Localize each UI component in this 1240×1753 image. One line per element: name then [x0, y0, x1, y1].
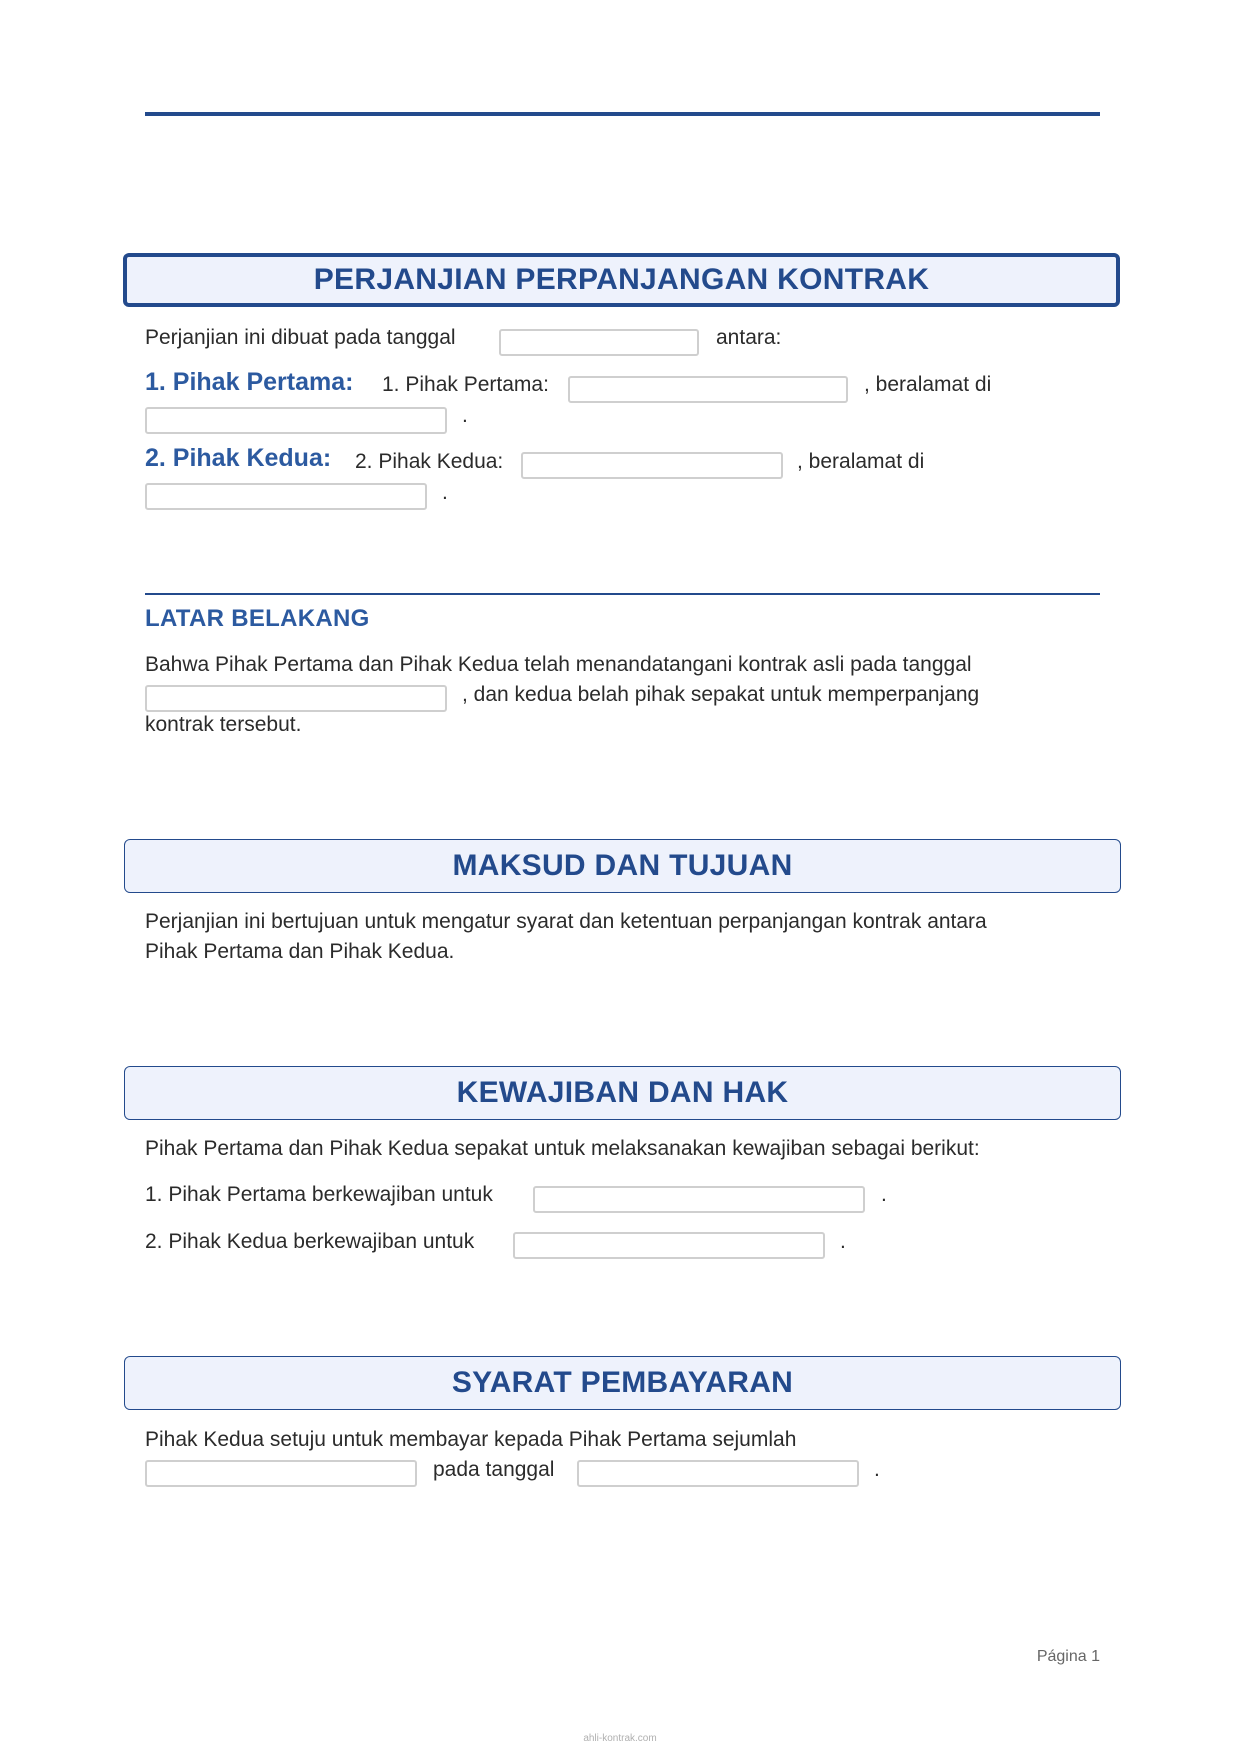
second-party-address-text: , beralamat di [797, 450, 925, 473]
first-party-address-text: , beralamat di [864, 373, 992, 396]
intro-text: Perjanjian ini dibuat pada tanggal [145, 326, 456, 349]
payment-on-date-text: pada tanggal [433, 1458, 555, 1481]
second-party-period: . [442, 481, 448, 504]
obligations-heading: KEWAJIBAN DAN HAK [456, 1076, 789, 1109]
second-party-inline-label: 2. Pihak Kedua: [355, 450, 504, 473]
second-party-address-field[interactable] [145, 483, 427, 510]
first-obligation-period: . [881, 1183, 887, 1206]
payment-heading-box [124, 1356, 1121, 1410]
second-party-heading: 2. Pihak Kedua: [145, 444, 332, 472]
first-party-inline-label: 1. Pihak Pertama: [382, 373, 549, 396]
second-party-obligation-text: 2. Pihak Kedua berkewajiban untuk [145, 1230, 475, 1253]
site-watermark: ahli-kontrak.com [583, 1733, 657, 1744]
payment-date-field[interactable] [577, 1460, 859, 1487]
first-party-address-field[interactable] [145, 407, 447, 434]
obligations-intro: Pihak Pertama dan Pihak Kedua sepakat untuk melaksanakan kewajiban sebagai berikut: [145, 1137, 980, 1160]
top-divider [145, 112, 1100, 116]
second-party-name-field[interactable] [521, 452, 783, 479]
background-line-3: kontrak tersebut. [145, 713, 302, 736]
purpose-line-1: Perjanjian ini bertujuan untuk mengatur syarat dan ketentuan perpanjangan kontrak antara [145, 910, 987, 933]
purpose-line-2: Pihak Pertama dan Pihak Kedua. [145, 940, 455, 963]
payment-heading: SYARAT PEMBAYARAN [451, 1366, 794, 1399]
background-line-2: , dan kedua belah pihak sepakat untuk memperpanjang [462, 683, 980, 706]
payment-period: . [874, 1458, 880, 1481]
first-party-heading: 1. Pihak Pertama: [145, 368, 354, 396]
second-party-obligation-field[interactable] [513, 1232, 825, 1259]
first-party-obligation-text: 1. Pihak Pertama berkewajiban untuk [145, 1183, 493, 1206]
purpose-heading-box [124, 839, 1121, 893]
payment-line-1: Pihak Kedua setuju untuk membayar kepada Pihak Pertama sejumlah [145, 1428, 797, 1451]
page-number: Página 1 [1036, 1648, 1100, 1665]
intro-after-text: antara: [716, 326, 782, 349]
background-line-1: Bahwa Pihak Pertama dan Pihak Kedua telah menandatangani kontrak asli pada tanggal [145, 653, 972, 676]
original-contract-date-field[interactable] [145, 685, 447, 712]
first-party-name-field[interactable] [568, 376, 848, 403]
purpose-heading: MAKSUD DAN TUJUAN [452, 849, 793, 882]
agreement-date-field[interactable] [499, 329, 699, 356]
payment-amount-field[interactable] [145, 1460, 417, 1487]
second-obligation-period: . [840, 1230, 846, 1253]
obligations-heading-box [124, 1066, 1121, 1120]
section-divider [145, 593, 1100, 595]
document-title-box [123, 253, 1120, 307]
first-party-period: . [462, 404, 468, 427]
background-heading: LATAR BELAKANG [145, 605, 370, 632]
document-title: PERJANJIAN PERPANJANGAN KONTRAK [313, 263, 930, 296]
first-party-obligation-field[interactable] [533, 1186, 865, 1213]
